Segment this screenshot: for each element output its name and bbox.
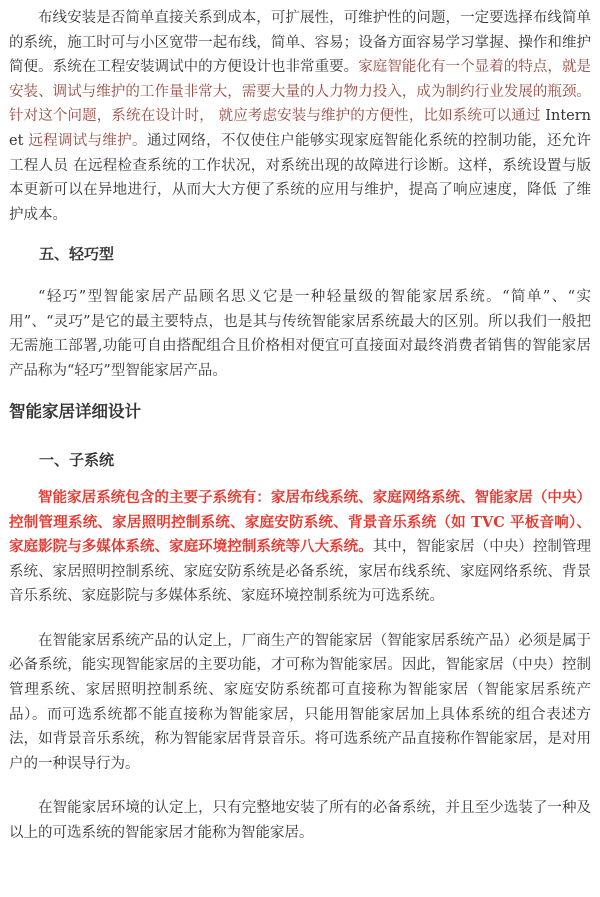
heading-subsystem: 一、子系统 xyxy=(39,451,115,470)
text-run-bright-red: 智能家居系统包含的主要子系统有：家居布线系统、家庭网络系统、智能家居（中央）控制管理系统、家居照明控制系统、家庭安防系统、背景音乐系统（如 TVC 平板音响）、家庭影院与多媒体系统、家庭环境控制系统等八大系统。 xyxy=(9,488,591,556)
text-run-black: 布线安装是否简单直接关系到成本，可扩展性，可维护性的问题，一定要选择布线简单的系统，施工时可与小区宽带一起布线，简单、容易；设备方面容易学习掌握、操作和维护简便。系统在工程安装调试中的方便设计也非常重要。 xyxy=(9,10,591,76)
text-run-internet: Internet xyxy=(9,108,591,149)
paragraph-lightweight-products: “轻巧”型智能家居产品顾名思义它是一种轻量级的智能家居系统。“简单”、“实用”、“灵巧”是它的最主要特点，也是其与传统智能家居系统最大的区别。所以我们一般把无需施工部署,功能可自由搭配组合且价格相对便宜可直接面对最终消费者销售的智能家居产品称为“轻巧”型智能家居产品。 xyxy=(9,288,591,379)
text-run-black: 其中，智能家居（中央）控制管理系统、家居照明控制系统、家庭安防系统是必备系统，家居布线系统、家庭网络系统、背景音乐系统、家庭影院与多媒体系统、家庭环境控制系统为可选系统。 xyxy=(9,539,591,605)
text-run-muted-red: 远程调试与维护。 xyxy=(23,132,147,149)
heading-lightweight-type: 五、轻巧型 xyxy=(39,245,115,264)
text-run-muted-red: 家庭智能化有一个显着的特点，就是安装、调试与维护的工作量非常大，需要大量的人力物力投入，成为制约行业发展的瓶颈。针对这个问题，系统在设计时， 就应考虑安装与维护的方便性，比如系统可以通过 xyxy=(9,59,592,125)
paragraph-wiring-installation xyxy=(9,6,591,227)
paragraph-environment-definition: 在智能家居环境的认定上，只有完整地安装了所有的必备系统，并且至少选装了一种及以上的可选系统的智能家居才能称为智能家居。 xyxy=(9,800,591,842)
paragraph-product-definition: 在智能家居系统产品的认定上，厂商生产的智能家居（智能家居系统产品）必须是属于必备系统，能实现智能家居的主要功能，才可称为智能家居。因此，智能家居（中央）控制管理系统、家居照明控制系统、家庭安防系统都可直接称为智能家居（智能家居系统产品）。而可选系统都不能直接称为智能家居，只能用智能家居加上具体系统的组合表述方法，如背景音乐系统，称为智能家居背景音乐。将可选系统产品直接称作智能家居，是对用户的一种误导行为。 xyxy=(9,632,591,772)
text-run-black: 通过网络，不仅使住户能够实现家庭智能化系统的控制功能，还允许工程人员 在远程检查系统的工作状况，对系统出现的故障进行诊断。这样，系统设置与版本更新可以在异地进行，从而大大方便了系统的应用与维护，提高了响应速度，降低 了维护成本。 xyxy=(9,132,592,223)
paragraph-subsystems xyxy=(9,486,591,609)
heading-detailed-design: 智能家居详细设计 xyxy=(9,402,141,422)
